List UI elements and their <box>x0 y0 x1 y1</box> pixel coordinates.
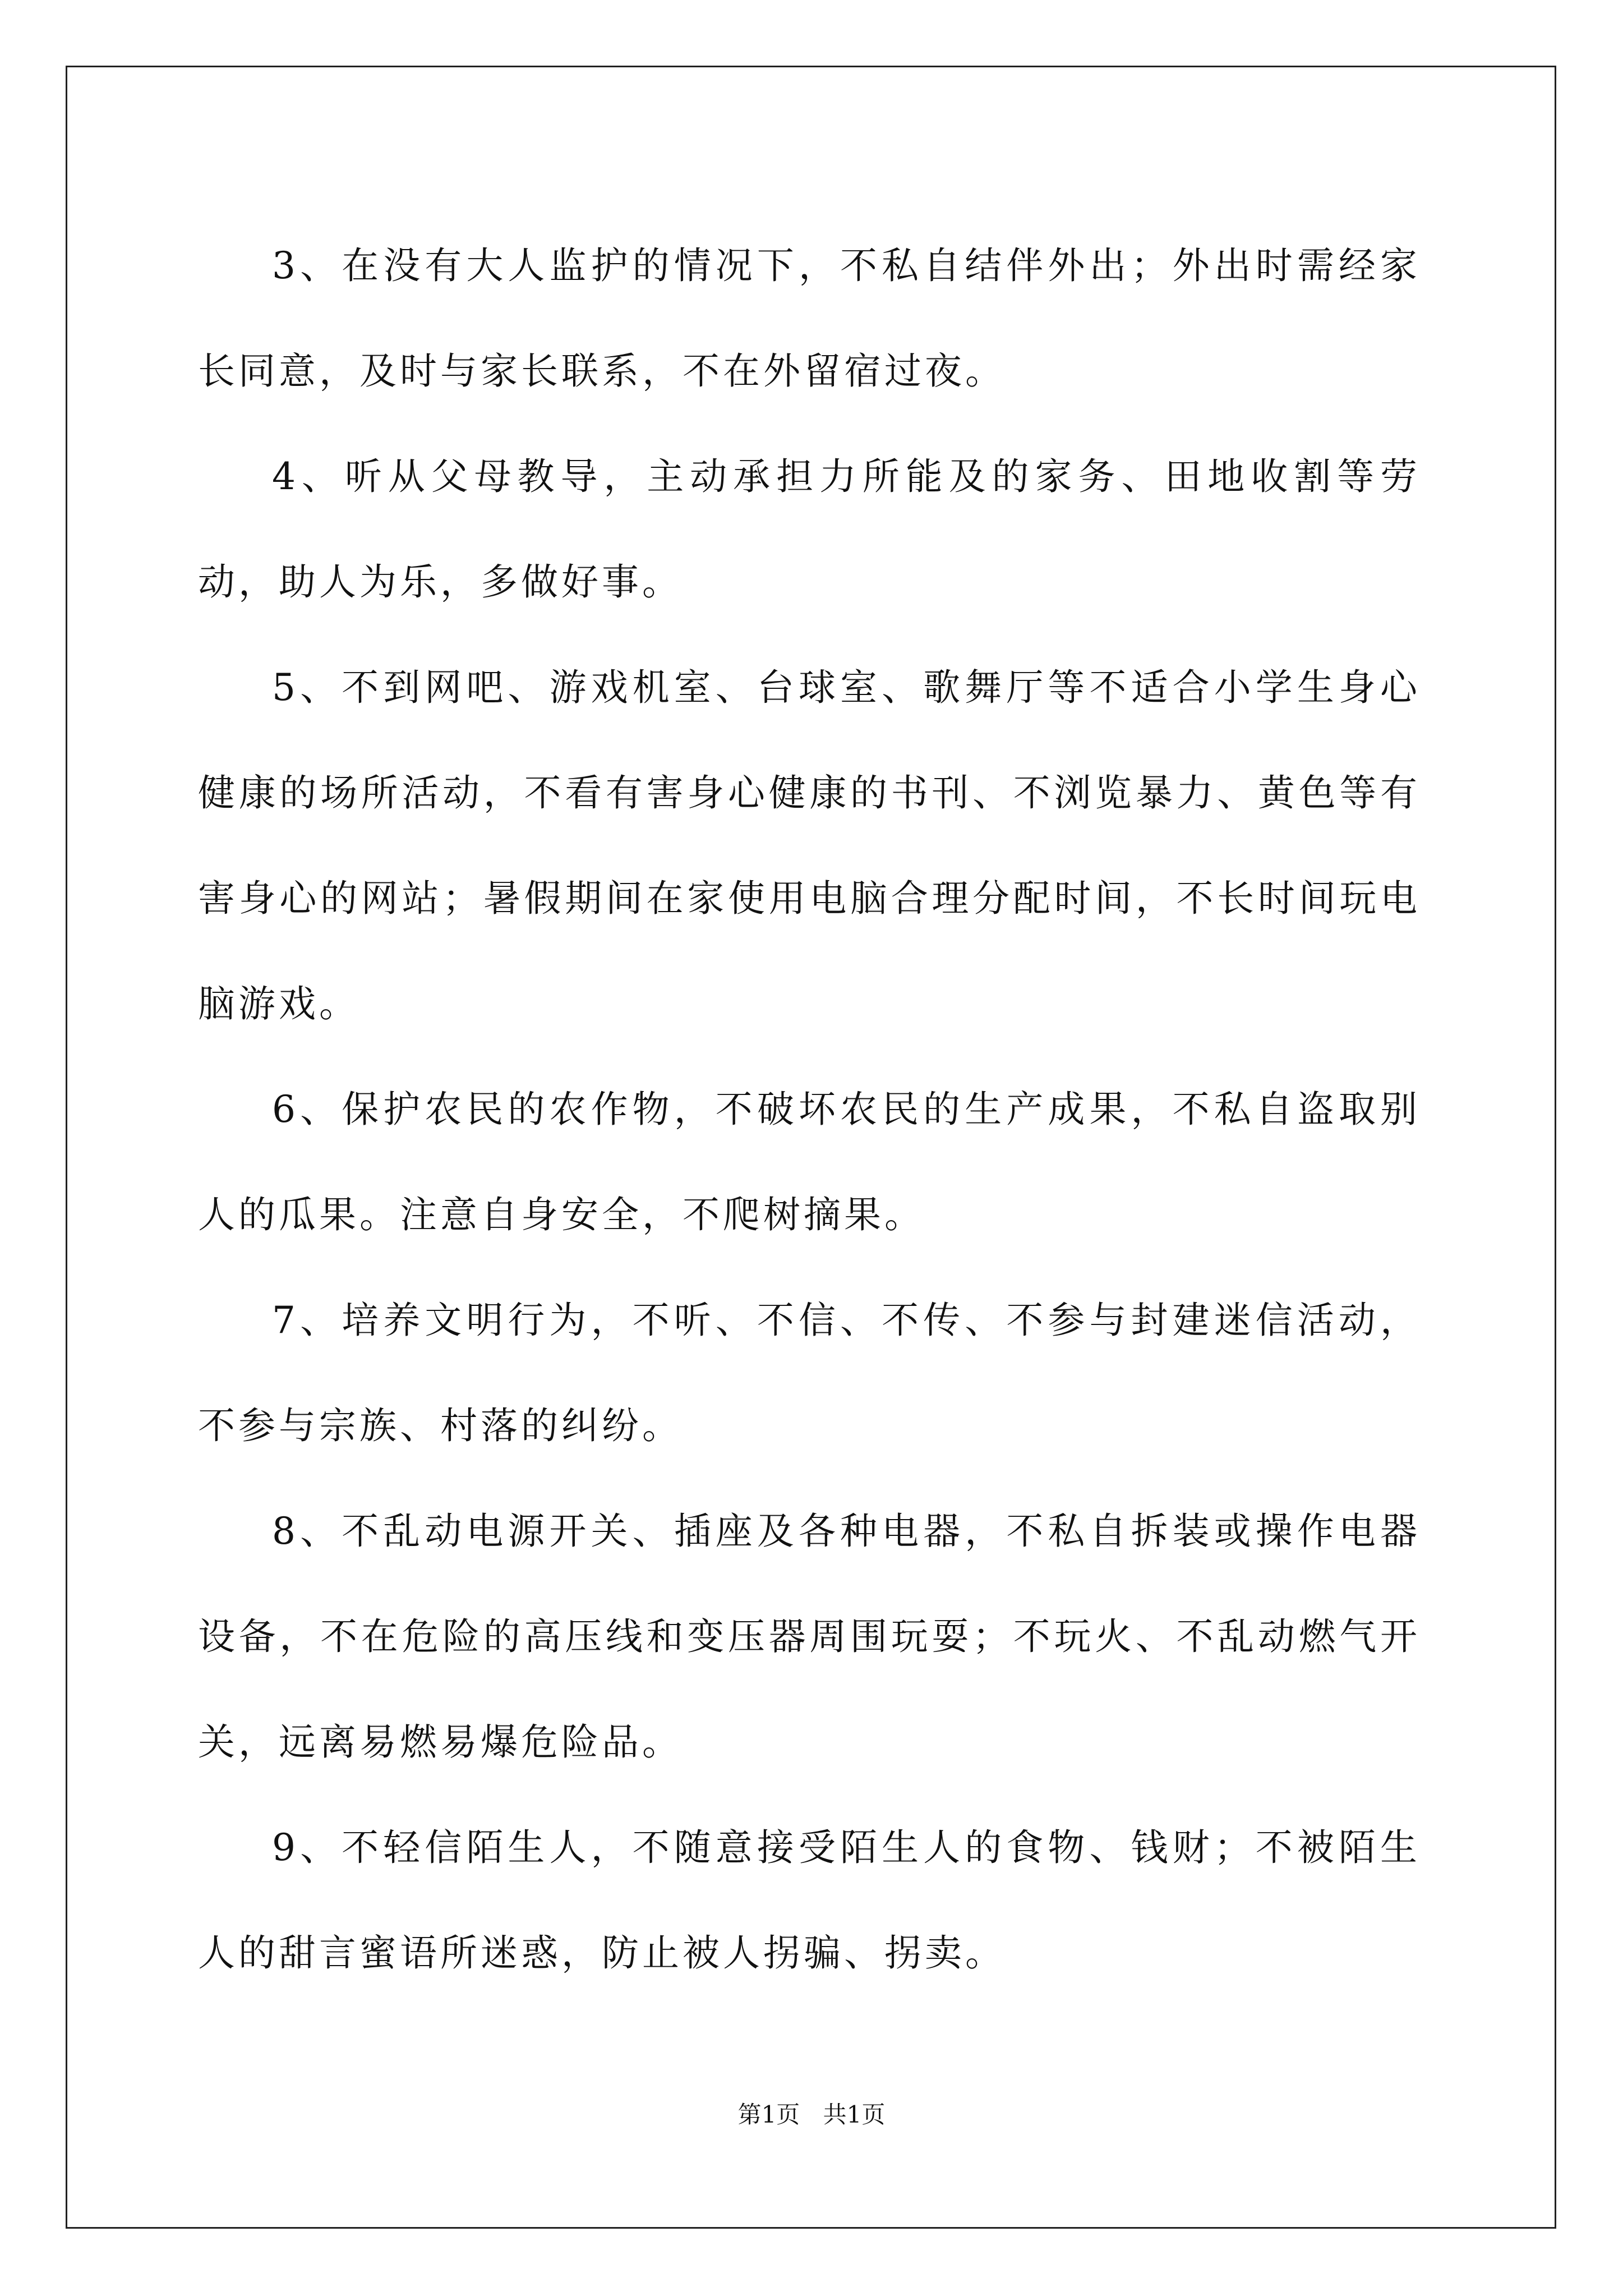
paragraph-item-5: 5、不到网吧、游戏机室、台球室、歌舞厅等不适合小学生身心健康的场所活动，不看有害身心健康的书刊、不浏览暴力、黄色等有害身心的网站；暑假期间在家使用电脑合理分配时间，不长时间玩电脑游戏。 <box>198 666 1421 1025</box>
total-pages: 共1页 <box>823 2101 886 2128</box>
page-footer <box>0 2098 1623 2132</box>
paragraph-item-9: 9、不轻信陌生人，不随意接受陌生人的食物、钱财；不被陌生人的甜言蜜语所迷惑，防止被人拐骗、拐卖。 <box>198 1826 1421 1975</box>
paragraph-item-7: 7、培养文明行为，不听、不信、不传、不参与封建迷信活动，不参与宗族、村落的纠纷。 <box>198 1299 1421 1447</box>
paragraph-item-8: 8、不乱动电源开关、插座及各种电器，不私自拆装或操作电器设备，不在危险的高压线和变压器周围玩耍；不玩火、不乱动燃气开关，远离易燃易爆危险品。 <box>198 1510 1421 1764</box>
paragraph-item-4: 4、听从父母教导，主动承担力所能及的家务、田地收割等劳动，助人为乐，多做好事。 <box>198 455 1421 604</box>
paragraph-item-6: 6、保护农民的农作物，不破坏农民的生产成果，不私自盗取别人的瓜果。注意自身安全，不爬树摘果。 <box>198 1088 1421 1236</box>
page-number: 第1页 <box>737 2101 800 2128</box>
document-body <box>198 213 1421 2006</box>
paragraph-item-3: 3、在没有大人监护的情况下，不私自结伴外出；外出时需经家长同意，及时与家长联系，不在外留宿过夜。 <box>198 244 1421 393</box>
